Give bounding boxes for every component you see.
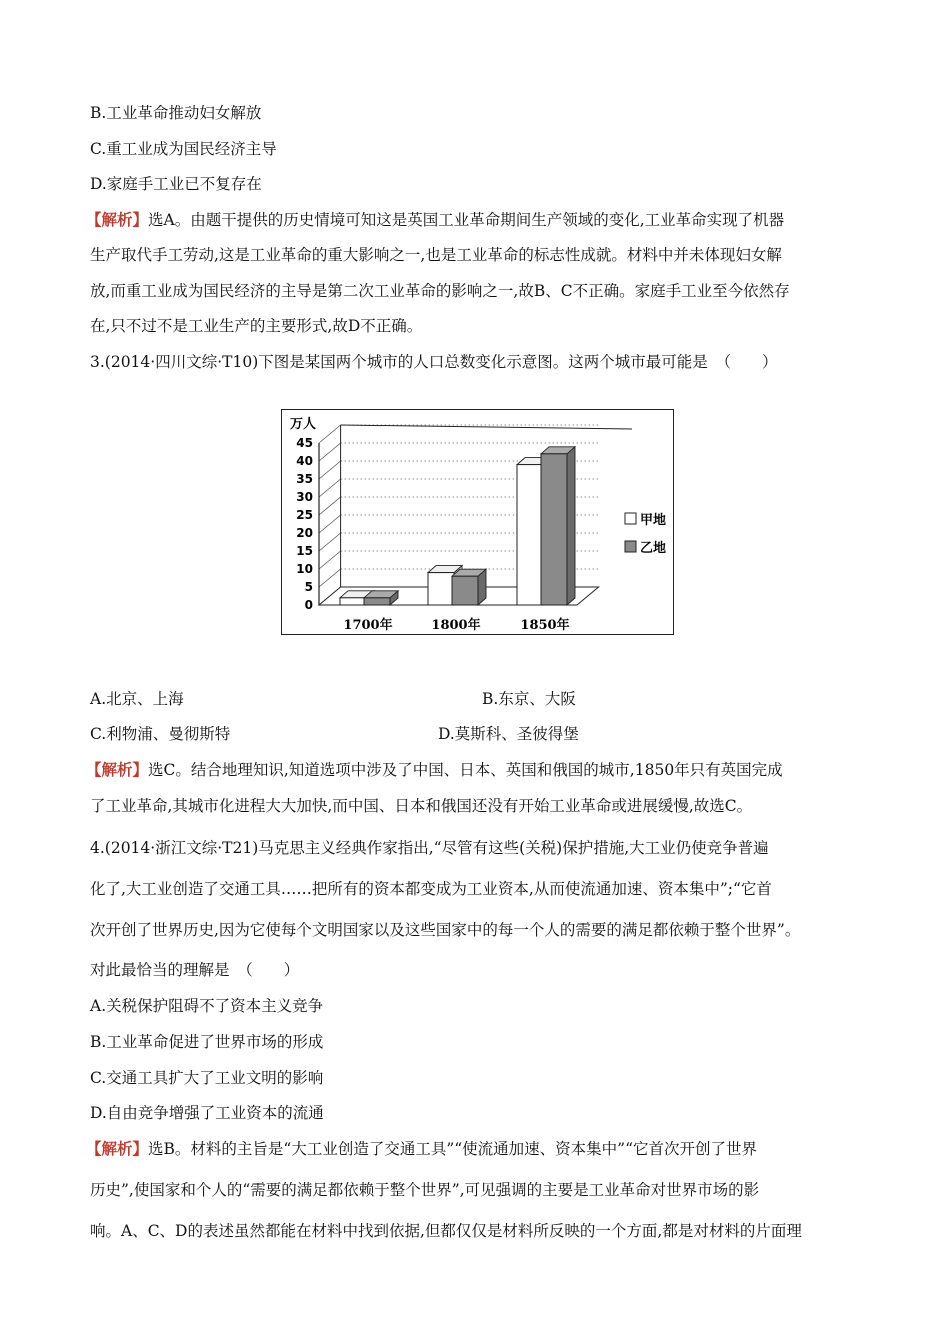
legend-swatch-1 (625, 541, 636, 552)
grid-diagonal (319, 569, 341, 587)
analysis-q3-line-2: 了工业革命,其城市化进程大大加快,而中国、日本和俄国还没有开始工业革命或进展缓慢,故选C。 (90, 797, 753, 815)
grid-diagonal (319, 461, 341, 479)
option-c-q2: C.重工业成为国民经济主导 (90, 140, 277, 158)
analysis-q2-line-3: 放,而重工业成为国民经济的主导是第二次工业革命的影响之一,故B、C不正确。家庭手工业至今依然存 (90, 282, 790, 300)
y-tick-label: 40 (296, 454, 313, 468)
analysis-q4-line-1: 【解析】选B。材料的主旨是“大工业创造了交通工具”“使流通加速、资本集中”“它首次开创了世界 (86, 1139, 758, 1158)
grid-diagonal (319, 443, 341, 461)
option-a-q3: A.北京、上海 (90, 690, 184, 708)
bar-front (364, 598, 390, 605)
option-c-q3: C.利物浦、曼彻斯特 (90, 725, 231, 743)
grid-diagonal (319, 479, 341, 497)
option-d-q3: D.莫斯科、圣彼得堡 (438, 725, 579, 743)
question-4-line-4: 对此最恰当的理解是 （ ） (90, 961, 300, 979)
bar-front (517, 465, 543, 605)
back-wall-top (341, 425, 632, 429)
question-4-line-3: 次开创了世界历史,因为它使每个文明国家以及这些国家中的每一个人的需要的满足都依赖于整个世界”。 (90, 921, 801, 939)
bar-front (541, 454, 567, 605)
legend-swatch-0 (625, 513, 636, 524)
y-tick-label: 25 (296, 508, 313, 522)
grid-diagonal (319, 497, 341, 515)
analysis-q2-line-2: 生产取代手工劳动,这是工业革命的重大影响之一,也是工业革命的标志性成就。材料中并未体现妇女解 (90, 246, 782, 264)
grid-diagonal (319, 515, 341, 533)
bar-front (340, 598, 366, 605)
y-tick-label: 5 (304, 580, 313, 594)
y-tick-label: 45 (296, 436, 313, 450)
y-tick-label: 35 (296, 472, 313, 486)
question-4-line-2: 化了,大工业创造了交通工具……把所有的资本都变成为工业资本,从而使流通加速、资本集中”;“它首 (90, 880, 772, 898)
y-tick-label: 15 (296, 544, 313, 558)
bar-yi-1700年 (364, 591, 398, 605)
option-b-q3: B.东京、大阪 (482, 690, 576, 708)
chart-canvas (282, 410, 675, 636)
x-tick-label: 1700年 (343, 618, 393, 633)
analysis-q4-line-3: 响。A、C、D的表述虽然都能在材料中找到依据,但都仅仅是材料所反映的一个方面,都是对材料的片面理 (90, 1222, 802, 1240)
bar-side (567, 447, 575, 605)
y-tick-label: 10 (296, 562, 313, 576)
option-b-q2: B.工业革命推动妇女解放 (90, 104, 262, 122)
options-q3-row-2 (90, 724, 579, 744)
analysis-tag: 【解析】 (86, 760, 149, 779)
bar-front (452, 576, 478, 605)
option-c-q4: C.交通工具扩大了工业文明的影响 (90, 1069, 324, 1087)
y-tick-label: 20 (296, 526, 313, 540)
legend-label: 甲地 (640, 513, 667, 528)
question-4-line-1: 4.(2014·浙江文综·T21)马克思主义经典作家指出,“尽管有这些(关税)保护措施,大工业仍使竞争普遍 (90, 839, 769, 857)
x-tick-label: 1800年 (431, 618, 481, 633)
option-b-q4: B.工业革命促进了世界市场的形成 (90, 1033, 324, 1051)
population-chart (281, 409, 674, 635)
grid-diagonal (319, 533, 341, 551)
bar-front (428, 573, 454, 605)
question-3-stem: 3.(2014·四川文综·T10)下图是某国两个城市的人口总数变化示意图。这两个城市最可能是 （ ） (90, 353, 778, 371)
option-d-q2: D.家庭手工业已不复存在 (90, 175, 262, 193)
analysis-tag: 【解析】 (86, 1139, 149, 1158)
options-q3-row-1 (90, 689, 576, 709)
option-d-q4: D.自由竞争增强了工业资本的流通 (90, 1104, 324, 1122)
y-axis-label: 万人 (290, 417, 317, 432)
option-a-q4: A.关税保护阻碍不了资本主义竞争 (90, 997, 324, 1015)
analysis-q4-line-2: 历史”,使国家和个人的“需要的满足都依赖于整个世界”,可见强调的主要是工业革命对世界市场的影 (90, 1181, 760, 1199)
bar-yi-1850年 (541, 447, 575, 605)
legend-label: 乙地 (640, 541, 667, 556)
analysis-tag: 【解析】 (86, 210, 149, 229)
grid-diagonal (319, 551, 341, 569)
x-tick-label: 1850年 (520, 618, 570, 633)
analysis-q2-line-4: 在,只不过不是工业生产的主要形式,故D不正确。 (90, 317, 423, 335)
analysis-q2-line-1: 【解析】选A。由题干提供的历史情境可知这是英国工业革命期间生产领域的变化,工业革命实现了机器 (86, 210, 785, 229)
analysis-q3-line-1: 【解析】选C。结合地理知识,知道选项中涉及了中国、日本、英国和俄国的城市,1850年只有英国完成 (86, 760, 783, 779)
y-tick-label: 0 (304, 598, 313, 612)
y-tick-label: 30 (296, 490, 313, 504)
grid-diagonal (319, 425, 341, 443)
bar-yi-1800年 (452, 569, 486, 605)
